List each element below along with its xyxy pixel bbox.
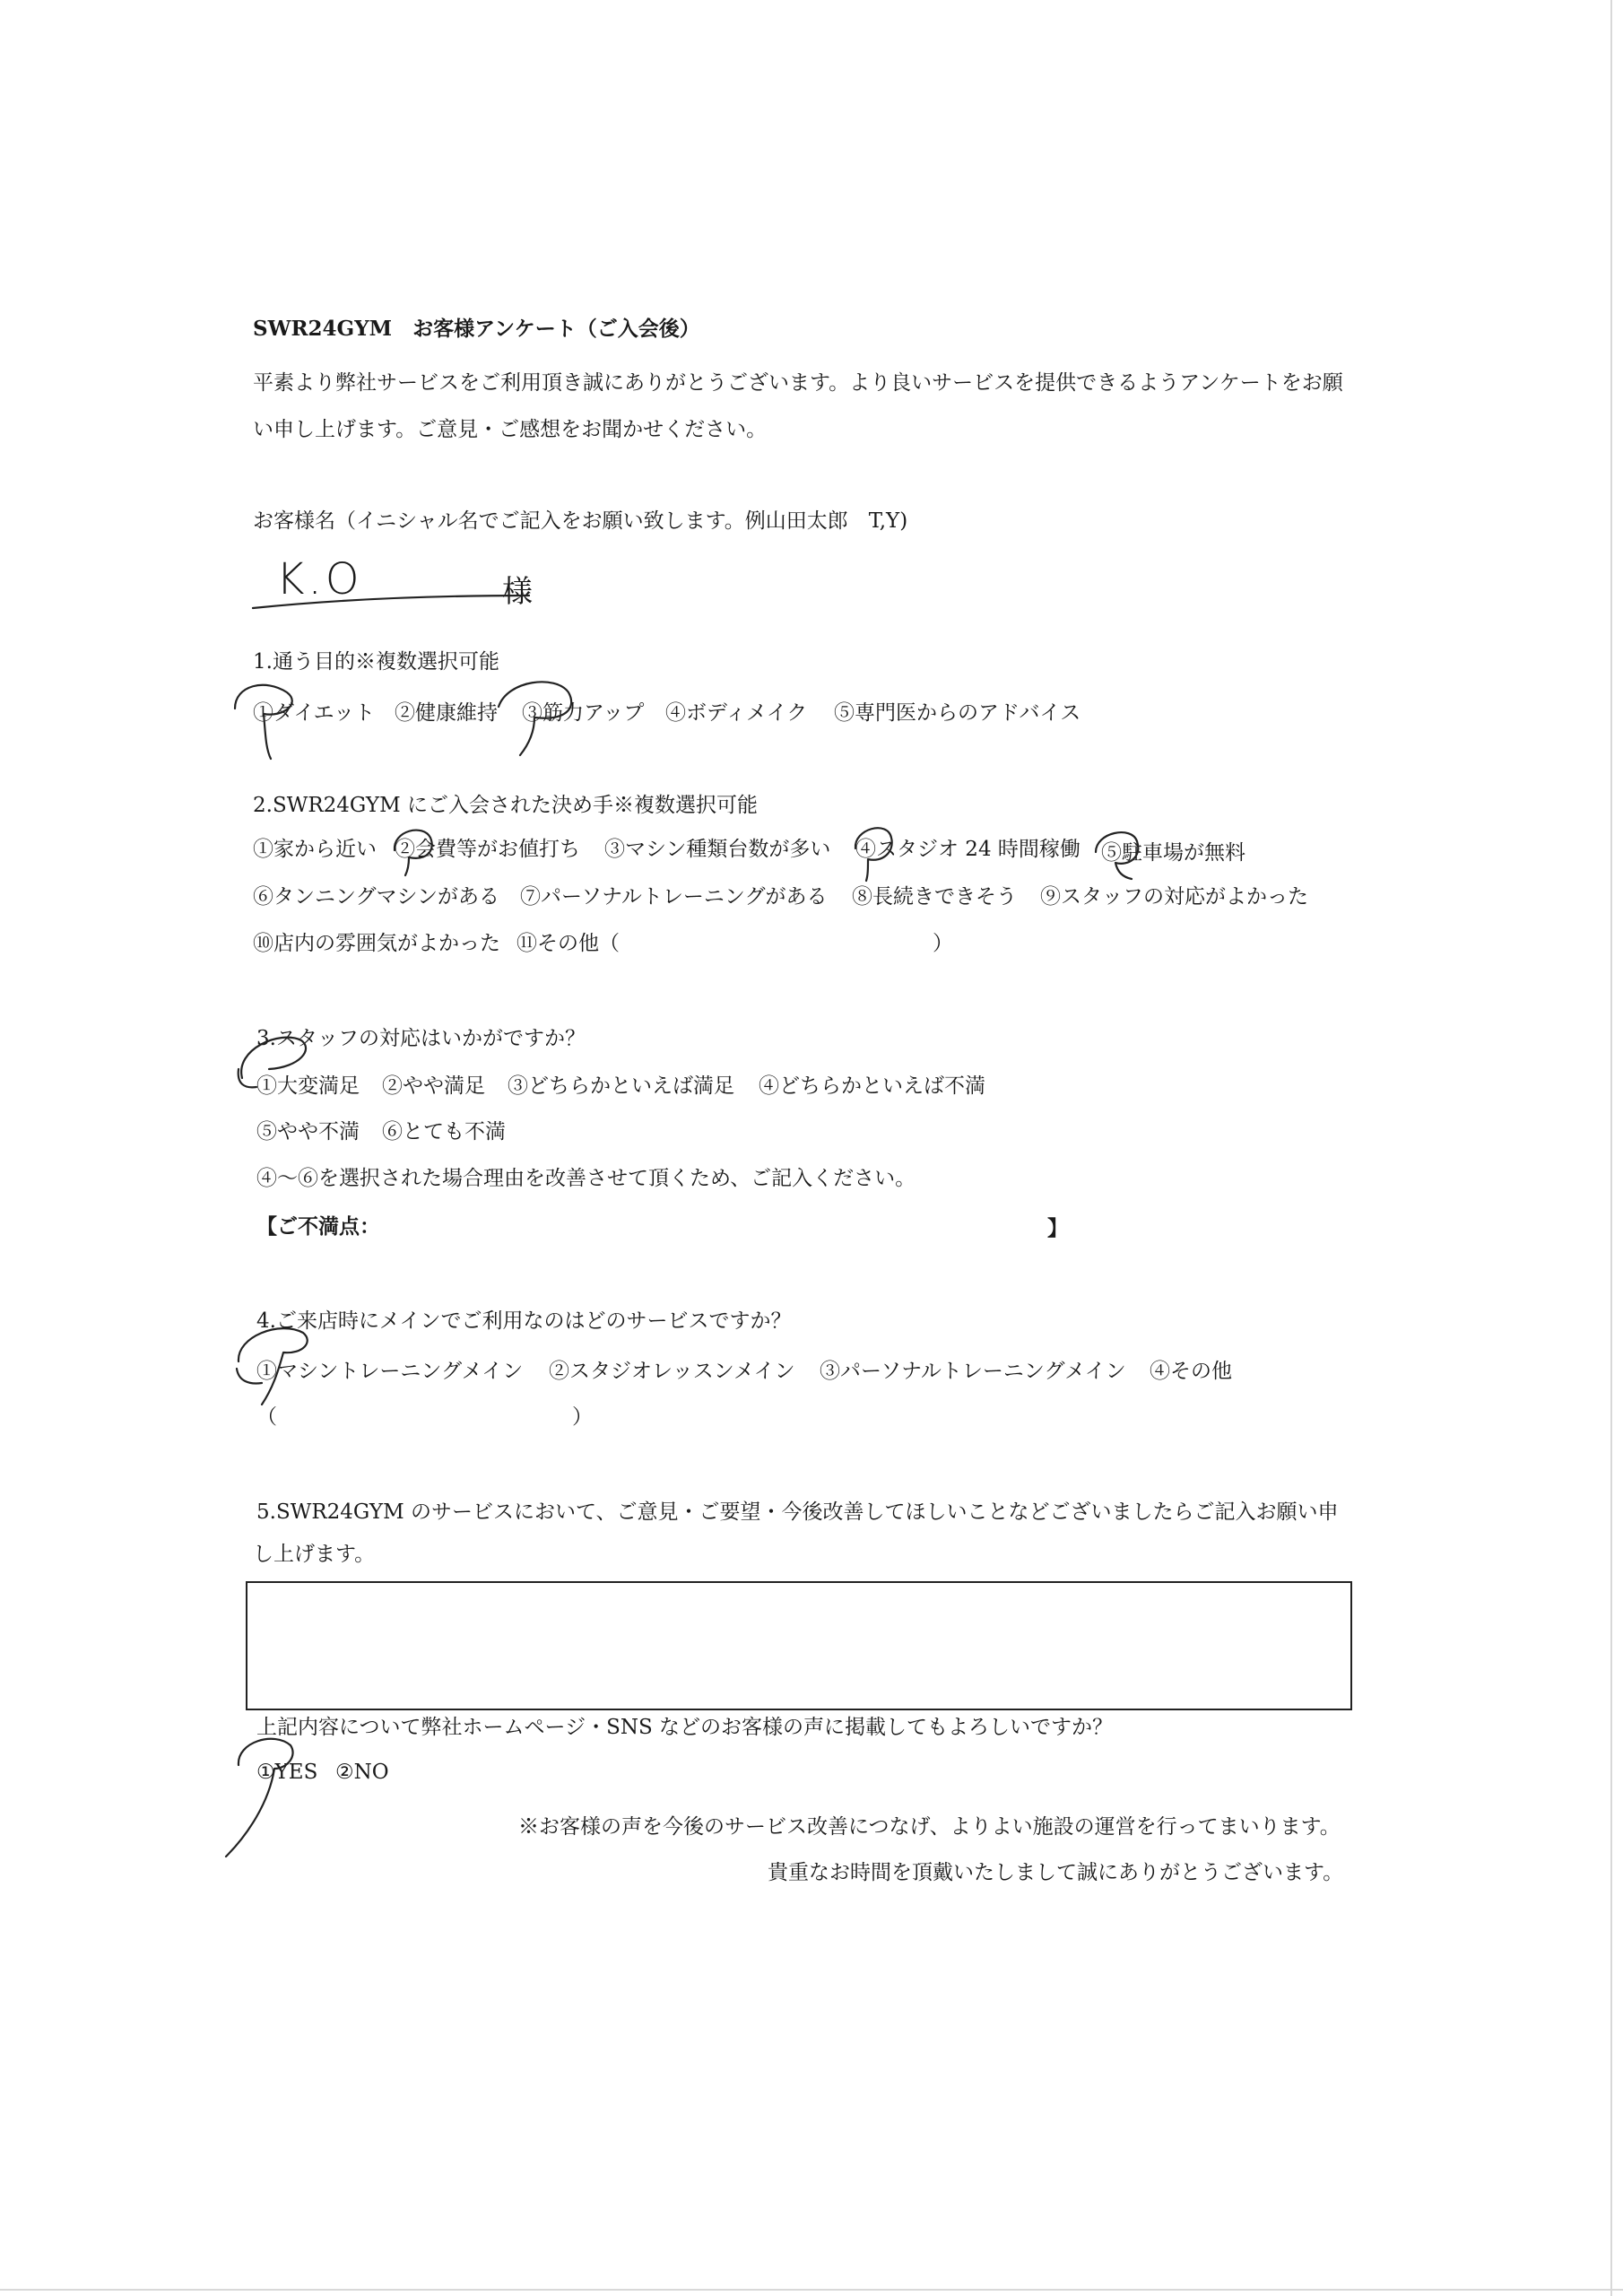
q3-question: 3.スタッフの対応はいかがですか？ [256,1027,586,1050]
q3-option-3[interactable]: ③どちらかといえば満足 [508,1074,734,1098]
q3-note: ④～⑥を選択された場合理由を改善させて頂くため、ご記入ください。 [256,1167,916,1190]
q4-check-1 [239,1328,308,1405]
q1-option-4[interactable]: ④ボディメイク [665,701,808,725]
q1-check-3 [499,682,571,755]
q5-question-line-2: し上げます。 [253,1543,376,1566]
intro-line-1: 平素より弊社サービスをご利用頂き誠にありがとうございます。より良いサービスを提供できるようアンケートをお願 [253,371,1343,395]
q1-option-1[interactable]: ①ダイエット [253,701,376,725]
q1-option-3[interactable]: ③筋力アップ [522,701,645,725]
customer-name-value[interactable]: K.O [276,554,363,604]
q2-option-5[interactable]: ⑤駐車場が無料 [1101,841,1245,865]
q1-option-2[interactable]: ②健康維持 [395,701,498,725]
q2-option-4[interactable]: ④スタジオ 24 時間稼働 [855,838,1081,861]
q3-complaint-label: 【ご不満点： [256,1214,380,1239]
q2-option-11[interactable]: ⑪その他（ [516,932,620,955]
q2-check-5 [1096,832,1138,879]
q4-check-1-tail [237,1369,262,1383]
q2-option-1[interactable]: ①家から近い [253,838,377,861]
q2-other-close: ） [933,932,953,955]
scan-right-edge [1610,0,1612,2296]
q2-question: 2.SWR24GYM にご入会された決め手※複数選択可能 [253,794,758,817]
publish-question: 上記内容について弊社ホームページ・SNS などのお客様の声に掲載してもよろしいですか？ [256,1716,1114,1739]
q3-option-2[interactable]: ②やや満足 [382,1074,485,1098]
footer-line-2: 貴重なお時間を頂戴いたしまして誠にありがとうございます。 [768,1861,1344,1884]
q2-option-9[interactable]: ⑨スタッフの対応がよかった [1040,885,1308,909]
form-title: SWR24GYM お客様アンケート（ご入会後） [253,317,700,341]
q3-complaint-close: 】 [1047,1216,1068,1240]
publish-option-yes[interactable]: ①YES [256,1761,318,1784]
q1-option-5[interactable]: ⑤専門医からのアドバイス [834,701,1081,725]
yes-check [226,1739,293,1857]
q5-question-line-1: 5.SWR24GYM のサービスにおいて、ご意見・ご要望・今後改善してほしいことなどございましたらご記入お願い申 [256,1500,1339,1524]
name-underline [253,596,529,608]
q2-option-7[interactable]: ⑦パーソナルトレーニングがある [520,885,828,909]
q2-option-3[interactable]: ③マシン種類台数が多い [604,838,831,861]
q4-other-open: （ [256,1405,277,1429]
q2-check-2 [395,831,432,875]
q3-option-5[interactable]: ⑤やや不満 [256,1120,360,1144]
q2-option-10[interactable]: ⑩店内の雰囲気がよかった [253,932,500,955]
q1-check-1 [235,685,292,759]
q4-option-3[interactable]: ③パーソナルトレーニングメイン [820,1360,1126,1383]
q2-option-6[interactable]: ⑥タンニングマシンがある [253,885,499,909]
q2-option-8[interactable]: ⑧長続きできそう [852,885,1017,909]
q3-check-1 [241,1038,306,1078]
q1-question: 1.通う目的※複数選択可能 [253,650,499,674]
scan-bottom-edge [0,2289,1623,2291]
q4-option-4[interactable]: ④その他 [1150,1360,1232,1383]
q4-option-2[interactable]: ②スタジオレッスンメイン [549,1360,795,1383]
q4-question: 4.ご来店時にメインでご利用なのはどのサービスですか？ [256,1309,792,1333]
q3-option-6[interactable]: ⑥とても不満 [382,1120,506,1144]
customer-name-suffix: 様 [502,574,533,610]
publish-option-no[interactable]: ②NO [335,1761,389,1784]
q3-option-4[interactable]: ④どちらかといえば不満 [759,1074,985,1098]
q2-option-2[interactable]: ②会費等がお値打ち [395,838,580,861]
footer-line-1: ※お客様の声を今後のサービス改善につなげ、よりよい施設の運営を行ってまいります。 [518,1815,1341,1839]
q2-check-4 [855,828,892,881]
q4-option-1[interactable]: ①マシントレーニングメイン [256,1360,524,1383]
q3-option-1[interactable]: ①大変満足 [256,1074,360,1098]
intro-line-2: い申し上げます。ご意見・ご感想をお聞かせください。 [253,418,768,441]
customer-name-label: お客様名（イニシャル名でご記入をお願い致します。例山田太郎 T,Y) [253,509,908,533]
q4-other-close: ） [572,1405,593,1429]
